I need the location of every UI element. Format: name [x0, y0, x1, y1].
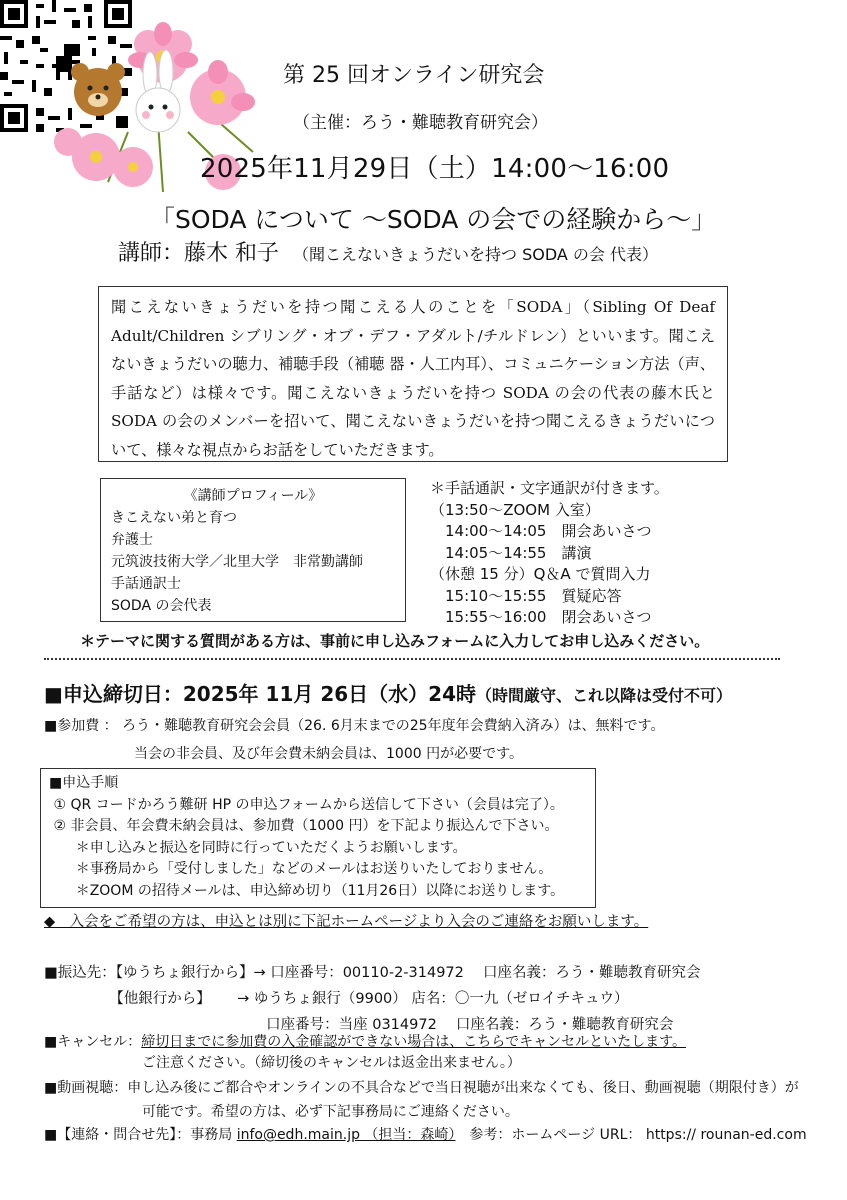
event-title: 第 25 回オンライン研究会: [283, 63, 545, 88]
contact-info: [44, 1124, 807, 1144]
lecturer-name: 講師：藤木 和子: [118, 241, 279, 266]
question-note: ＊テーマに関する質問がある方は、事前に申し込みフォームに入力してお申し込みください。: [80, 632, 710, 650]
procedure-line: ＊事務局から「受付しました」などのメールはお送りいたしておりません。: [49, 861, 553, 877]
profile-item: SODA の会代表: [111, 598, 212, 614]
profile-heading: 《講師プロフィール》: [183, 488, 323, 504]
join-note: ◆ 入会をご希望の方は、申込とは別に下記ホームページより入会のご連絡をお願いします。: [44, 914, 649, 930]
schedule-line: ＊手話通訳・文字通訳が付きます。: [430, 479, 669, 497]
payment-info: [44, 960, 700, 1038]
schedule-line: 14:00～14:05 開会あいさつ: [430, 522, 652, 540]
schedule-line: 15:10～15:55 質疑応答: [430, 586, 622, 605]
payment-line: ■振込先：【ゆうちょ銀行から】→ 口座番号：00110-2-314972 口座名義：ろう・難聴教育研究会: [44, 965, 701, 981]
profile-item: 手話通訳士: [111, 576, 181, 592]
payment-line: 口座番号：当座 0314972 口座名義：ろう・難聴教育研究会: [44, 1017, 674, 1033]
procedure-heading: ■申込手順: [49, 775, 119, 791]
deadline-note: （時間厳守、これ以降は受付不可）: [475, 686, 732, 705]
deadline: [44, 678, 732, 707]
cancel-text-2: ご注意ください。（締切後のキャンセルは返金出来ません。）: [142, 1055, 521, 1071]
video-info: [44, 1076, 799, 1124]
contact-email[interactable]: info@edh.main.jp （担当：森崎）: [236, 1127, 456, 1143]
procedure-line: ② 非会員、年会費未納会員は、参加費（1000 円）を下記より振込んで下さい。: [49, 818, 559, 834]
intro-box: 聞こえないきょうだいを持つ聞こえる人のことを「SODA」（Sibling Of Deaf Adult/Children シブリング・オブ・デフ・アダルト/チルドレン）といいます。聞こえないきょうだいの聴力、補聴手段（補聴 器・人工内耳）、コミュニケーション方法（声、手話など）は様々です。聞こえないきょうだいを持つ SODA の会の代表の藤木氏と SODA の会のメンバーを招いて、聞こえないきょうだいを持つ聞こえるきょうだいについて、様々な視点からお話をしていただきます。: [98, 286, 728, 462]
lecturer-role: （聞こえないきょうだいを持つ SODA の会 代表）: [293, 245, 658, 264]
contact-label: ■【連絡・問合せ先】：事務局: [44, 1127, 237, 1143]
procedure-line: ① QR コードかろう難研 HP の申込フォームから送信して下さい（会員は完了）。: [49, 796, 564, 813]
payment-line: 【他銀行から】 → ゆうちょ銀行（9900） 店名：〇一九（ゼロイチキュウ）: [44, 991, 629, 1007]
video-label: ■動画視聴：: [44, 1080, 128, 1096]
schedule: [430, 478, 669, 629]
dotted-divider: [44, 658, 780, 660]
cancel-info: [44, 1032, 686, 1074]
cancel-text: 締切日までに参加費の入金確認ができない場合は、こちらでキャンセルといたします。: [141, 1034, 686, 1050]
procedure-line: ＊申し込みと振込を同時に行っていただくようお願いします。: [49, 839, 467, 856]
event-date: 2025年11月29日（土）14:00～16:00: [200, 154, 670, 184]
video-text-2: 可能です。希望の方は、必ず下記事務局にご連絡ください。: [142, 1104, 519, 1120]
fee-line-1: ■参加費 ： ろう・難聴教育研究会会員（26. 6月末までの25年度年会費納入済み）は、無料です。: [44, 718, 665, 734]
lecturer-line: [118, 236, 658, 267]
profile-box: [100, 478, 406, 622]
procedure-box: [40, 768, 596, 908]
schedule-line: 15:55～16:00 閉会あいさつ: [430, 608, 652, 626]
contact-homepage[interactable]: 参考：ホームページ URL： https:// rounan-ed.com: [455, 1127, 807, 1143]
profile-item: 弁護士: [111, 532, 153, 548]
organizer: （主催：ろう・難聴教育研究会）: [293, 113, 548, 133]
schedule-line: （休憩 15 分）Q＆A で質問入力: [430, 565, 651, 583]
procedure-line: ＊ZOOM の招待メールは、申込締め切り（11月26日）以降にお送りします。: [49, 882, 565, 899]
fee-line-2: 当会の非会員、及び年会費未納会員は、1000 円が必要です。: [134, 746, 523, 762]
schedule-line: （13:50～ZOOM 入室）: [430, 500, 600, 519]
schedule-line: 14:05～14:55 講演: [430, 543, 592, 562]
cancel-label: ■キャンセル：: [44, 1034, 142, 1050]
profile-item: きこえない弟と育つ: [111, 510, 237, 526]
profile-item: 元筑波技術大学／北里大学 非常勤講師: [111, 554, 363, 570]
deadline-main: ■申込締切日：2025年 11月 26日（水）24時: [44, 682, 476, 706]
event-theme: 「SODA について ～SODA の会での経験から～」: [150, 205, 717, 234]
video-text: 申し込み後にご都合やオンラインの不具合などで当日視聴が出来なくても、後日、動画視聴（期限付き）が: [127, 1080, 799, 1096]
